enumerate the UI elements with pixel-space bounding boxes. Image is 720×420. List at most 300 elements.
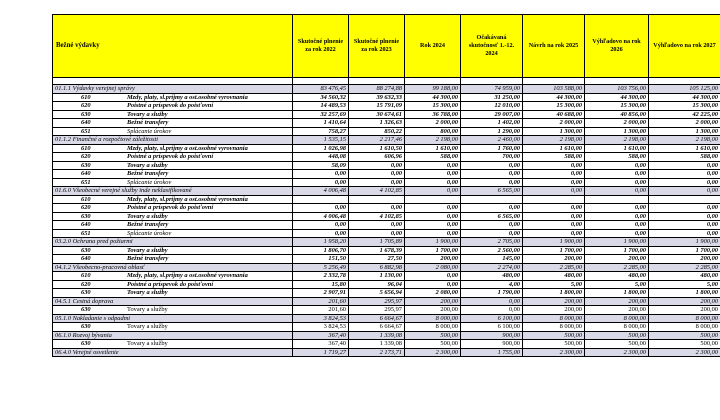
item-cell (53, 323, 293, 332)
item-code: 630 (81, 110, 91, 118)
item-value: 850,22 (349, 127, 405, 136)
item-code: 630 (81, 340, 91, 347)
section-value: 4 102,85 (349, 187, 405, 196)
item-name: Tovary a služby (127, 161, 168, 169)
table-row (53, 195, 720, 204)
item-cell (53, 195, 293, 204)
item-value: 201,60 (293, 306, 349, 315)
section-row (53, 263, 720, 272)
section-value: 8 000,00 (649, 314, 720, 323)
section-value: 0,00 (405, 187, 461, 196)
item-value: 0,00 (405, 229, 461, 238)
section-label: 04.1.2 Všeobecno-pracovná oblasť (53, 263, 293, 272)
item-value: 700,00 (461, 153, 523, 162)
section-value: 200,00 (523, 297, 585, 306)
table-row (53, 102, 720, 111)
item-value: 0,00 (461, 229, 523, 238)
table-row (53, 119, 720, 128)
item-code: 610 (81, 93, 91, 101)
item-code: 640 (81, 170, 91, 177)
section-value: 5 256,49 (293, 263, 349, 272)
item-cell (53, 102, 293, 111)
item-value: 14 489,53 (293, 102, 349, 111)
section-label: 06.1.0 Rozvoj bývania (53, 331, 293, 340)
item-code: 640 (81, 221, 91, 228)
item-value: 2 000,00 (649, 119, 720, 128)
item-value: 0,00 (461, 161, 523, 170)
item-value: 448,08 (293, 153, 349, 162)
section-value: 1 958,20 (293, 238, 349, 247)
item-value: 588,00 (649, 153, 720, 162)
item-name: Bežné transfery (127, 221, 169, 228)
item-value: 0,00 (349, 161, 405, 170)
section-value: 2 080,00 (405, 263, 461, 272)
item-value: 0,00 (649, 221, 720, 230)
item-code: 630 (81, 289, 91, 296)
item-value: 0,00 (585, 212, 649, 221)
item-value: 200,00 (649, 255, 720, 264)
section-value: 367,40 (293, 331, 349, 340)
section-row (53, 238, 720, 247)
item-value: 1 700,00 (523, 246, 585, 255)
item-value: 5,00 (649, 280, 720, 289)
item-value: 5 656,94 (349, 289, 405, 298)
item-code: 630 (81, 161, 91, 169)
section-row (53, 348, 720, 357)
item-value: 151,50 (293, 255, 349, 264)
item-value: 200,00 (585, 306, 649, 315)
section-value: 500,00 (405, 331, 461, 340)
section-value: 2 285,00 (523, 263, 585, 272)
section-row (53, 136, 720, 145)
item-value: 1 290,00 (461, 127, 523, 136)
section-value: 500,00 (649, 331, 720, 340)
item-value: 8 000,00 (585, 323, 649, 332)
item-value: 40 856,00 (585, 110, 649, 119)
item-value: 588,00 (585, 153, 649, 162)
table-row (53, 229, 720, 238)
item-value: 15 300,00 (405, 102, 461, 111)
section-value: 3 824,53 (293, 314, 349, 323)
section-value: 2 274,00 (461, 263, 523, 272)
table-row (53, 110, 720, 119)
item-value: 58,09 (293, 161, 349, 170)
section-label: 03.2.0 Ochrana pred požiarmi (53, 238, 293, 247)
table-row (53, 272, 720, 281)
table-row (53, 178, 720, 187)
item-cell (53, 289, 293, 298)
header-col: Výhľadovo na rok 2026 (585, 15, 649, 78)
section-value: 2 300,00 (405, 348, 461, 357)
item-value: 1 610,00 (585, 144, 649, 153)
item-value: 1 678,39 (349, 246, 405, 255)
item-code: 640 (81, 119, 91, 126)
item-code: 620 (81, 280, 91, 288)
item-code: 610 (81, 272, 91, 279)
item-code: 620 (81, 204, 91, 211)
item-value: 200,00 (585, 255, 649, 264)
item-name: Poistné a príspevok do poisťovní (127, 153, 214, 160)
section-label: 06.4.0 Verejné osvetlenie (53, 348, 293, 357)
section-value: 2 300,00 (585, 348, 649, 357)
item-value (293, 195, 349, 204)
item-value: 0,00 (649, 161, 720, 170)
item-code: 651 (81, 178, 91, 186)
item-code: 651 (81, 127, 91, 135)
item-value: 0,00 (349, 204, 405, 213)
section-value: 500,00 (523, 331, 585, 340)
section-row (53, 314, 720, 323)
item-value: 0,00 (585, 170, 649, 179)
section-row (53, 331, 720, 340)
section-value: 1 719,27 (293, 348, 349, 357)
item-value: 0,00 (405, 212, 461, 221)
item-value: 1 300,00 (523, 127, 585, 136)
total-row (53, 85, 720, 94)
item-value: 1 326,63 (349, 119, 405, 128)
item-value: 0,00 (523, 229, 585, 238)
budget-sheet (52, 14, 720, 357)
section-value: 201,60 (293, 297, 349, 306)
section-value: 2 285,00 (649, 263, 720, 272)
section-label: 05.1.0 Nakladanie s odpadmi (53, 314, 293, 323)
item-cell (53, 93, 293, 102)
item-name: Tovary a služby (127, 340, 168, 347)
item-code: 620 (81, 153, 91, 160)
item-value: 8 000,00 (405, 323, 461, 332)
item-value: 15 300,00 (523, 102, 585, 111)
item-value: 1 800,00 (585, 289, 649, 298)
item-name: Mzdy, platy, sl.príjmy a ost.osobné vyrovnania (127, 195, 248, 203)
table-row (53, 93, 720, 102)
item-value: 0,00 (405, 170, 461, 179)
item-value: 6 100,00 (461, 323, 523, 332)
section-value: 6 565,00 (461, 187, 523, 196)
item-value: 0,00 (523, 221, 585, 230)
item-value: 200,00 (405, 306, 461, 315)
item-value: 1 700,00 (585, 246, 649, 255)
item-value: 0,00 (649, 229, 720, 238)
item-value: 480,00 (523, 272, 585, 281)
item-cell (53, 178, 293, 187)
item-cell (53, 204, 293, 213)
item-value: 0,00 (349, 221, 405, 230)
section-value: 1 705,89 (349, 238, 405, 247)
item-cell (53, 306, 293, 315)
item-value: 40 688,00 (523, 110, 585, 119)
item-code: 630 (81, 212, 91, 220)
section-value: 1 900,00 (585, 238, 649, 247)
table-row (53, 161, 720, 170)
item-value: 0,00 (649, 170, 720, 179)
item-value (405, 195, 461, 204)
item-value (461, 195, 523, 204)
total-label: 01.1.1 Výdavky verejnej správy (53, 85, 293, 94)
item-value: 1 402,00 (461, 119, 523, 128)
item-value: 800,00 (405, 127, 461, 136)
section-label: 01.1.2 Finančné a rozpočtové záležitosti (53, 136, 293, 145)
header-label: Bežné výdavky (53, 15, 293, 78)
item-name: Splácanie úrokov (127, 178, 172, 186)
section-row (53, 187, 720, 196)
item-value (523, 195, 585, 204)
table-row (53, 289, 720, 298)
item-code: 610 (81, 195, 91, 203)
item-value: 1 130,00 (349, 272, 405, 281)
item-value: 15 300,00 (585, 102, 649, 111)
item-value: 1 790,00 (461, 289, 523, 298)
item-value: 1 610,00 (523, 144, 585, 153)
item-value: 500,00 (585, 340, 649, 349)
item-name: Tovary a služby (127, 306, 168, 313)
item-value: 0,00 (461, 221, 523, 230)
item-name: Tovary a služby (127, 289, 168, 296)
section-value: 200,00 (405, 297, 461, 306)
item-value: 8 000,00 (523, 323, 585, 332)
item-value: 31 250,00 (461, 93, 523, 102)
item-value: 200,00 (523, 306, 585, 315)
item-value: 0,00 (405, 280, 461, 289)
item-code: 620 (81, 102, 91, 109)
item-name: Bežné transfery (127, 119, 169, 126)
header-col: Očakávaná skutočnosť 1.-12. 2024 (461, 15, 523, 78)
item-value: 0,00 (293, 204, 349, 213)
item-value: 200,00 (523, 255, 585, 264)
item-value: 27,50 (349, 255, 405, 264)
section-value: 2 460,00 (461, 136, 523, 145)
item-value: 0,00 (461, 204, 523, 213)
item-cell (53, 280, 293, 289)
item-value: 588,00 (405, 153, 461, 162)
item-name: Mzdy, platy, sl.príjmy a ost.osobné vyrovnania (127, 144, 248, 152)
section-value: 500,00 (585, 331, 649, 340)
item-value: 36 788,00 (405, 110, 461, 119)
section-value: 6 664,67 (349, 314, 405, 323)
item-value: 0,00 (649, 212, 720, 221)
item-value: 1 610,00 (405, 144, 461, 153)
item-value: 0,00 (293, 178, 349, 187)
item-cell (53, 144, 293, 153)
item-value: 0,00 (461, 170, 523, 179)
table-row (53, 306, 720, 315)
total-value: 74 959,00 (461, 85, 523, 94)
total-value: 83 476,45 (293, 85, 349, 94)
item-value: 30 674,61 (349, 110, 405, 119)
item-value: 900,00 (461, 340, 523, 349)
item-value: 0,00 (649, 178, 720, 187)
item-name: Poistné a príspevok do poisťovní (127, 102, 214, 109)
item-value: 1 300,00 (649, 127, 720, 136)
table-row (53, 280, 720, 289)
section-value: 1 900,00 (405, 238, 461, 247)
item-cell (53, 110, 293, 119)
section-value: 8 000,00 (585, 314, 649, 323)
total-value: 103 756,00 (585, 85, 649, 94)
item-value: 44 300,00 (585, 93, 649, 102)
item-value: 200,00 (649, 306, 720, 315)
item-code: 630 (81, 306, 91, 313)
item-value: 295,97 (349, 306, 405, 315)
table-row (53, 221, 720, 230)
item-code: 640 (81, 255, 91, 262)
item-value: 4 006,48 (293, 212, 349, 221)
item-value: 0,00 (349, 170, 405, 179)
item-cell (53, 272, 293, 281)
item-value (349, 195, 405, 204)
total-value: 88 274,88 (349, 85, 405, 94)
section-value: 1 755,00 (461, 348, 523, 357)
item-value: 2 000,00 (585, 119, 649, 128)
item-value: 367,40 (293, 340, 349, 349)
header-row (53, 15, 720, 78)
section-value: 2 285,00 (585, 263, 649, 272)
item-value: 500,00 (405, 340, 461, 349)
item-value: 1 700,00 (649, 246, 720, 255)
item-value: 39 632,33 (349, 93, 405, 102)
item-value: 2 907,91 (293, 289, 349, 298)
item-name: Bežné transfery (127, 170, 169, 177)
section-value: 2 705,00 (461, 238, 523, 247)
item-name: Poistné a príspevok do poisťovní (127, 280, 214, 288)
item-name: Mzdy, platy, sl.príjmy a ost.osobné vyrovnania (127, 272, 248, 279)
item-code: 610 (81, 144, 91, 152)
section-value: 0,00 (523, 187, 585, 196)
item-name: Splácanie úrokov (127, 229, 172, 237)
item-value: 200,00 (405, 255, 461, 264)
item-value: 0,00 (349, 178, 405, 187)
item-value: 12 010,00 (461, 102, 523, 111)
section-value: 2 198,00 (649, 136, 720, 145)
section-value: 0,00 (585, 187, 649, 196)
section-value: 2 198,00 (585, 136, 649, 145)
item-value: 0,00 (461, 178, 523, 187)
item-code: 630 (81, 323, 91, 330)
section-value: 900,00 (461, 331, 523, 340)
total-value: 103 588,00 (523, 85, 585, 94)
table-row (53, 170, 720, 179)
section-value: 8 000,00 (523, 314, 585, 323)
item-value: 0,00 (405, 221, 461, 230)
section-value: 2 300,00 (523, 348, 585, 357)
item-cell (53, 161, 293, 170)
section-value: 2 300,00 (649, 348, 720, 357)
section-value: 0,00 (461, 297, 523, 306)
item-code: 630 (81, 246, 91, 254)
item-value: 0,00 (405, 161, 461, 170)
section-row (53, 297, 720, 306)
item-value: 758,27 (293, 127, 349, 136)
item-value: 6 565,00 (461, 212, 523, 221)
item-cell (53, 221, 293, 230)
item-value: 1 610,00 (649, 144, 720, 153)
item-value: 1 339,08 (349, 340, 405, 349)
item-name: Splácanie úrokov (127, 127, 172, 135)
item-value: 0,00 (405, 272, 461, 281)
item-value: 6 664,67 (349, 323, 405, 332)
item-value: 44 300,00 (405, 93, 461, 102)
item-value: 2 332,78 (293, 272, 349, 281)
item-value: 1 026,98 (293, 144, 349, 153)
item-value: 588,00 (523, 153, 585, 162)
item-value: 0,00 (523, 170, 585, 179)
budget-table (52, 14, 720, 357)
header-col: Výhľadovo na rok 2027 (649, 15, 720, 78)
item-value: 15,80 (293, 280, 349, 289)
item-value: 2 000,00 (523, 119, 585, 128)
section-value: 200,00 (585, 297, 649, 306)
item-value: 1 700,00 (405, 246, 461, 255)
header-col: Rok 2024 (405, 15, 461, 78)
item-value: 0,00 (585, 178, 649, 187)
item-value: 1 300,00 (585, 127, 649, 136)
item-value: 4,00 (461, 280, 523, 289)
item-value: 0,00 (585, 204, 649, 213)
item-value: 2 560,00 (461, 246, 523, 255)
section-value: 295,97 (349, 297, 405, 306)
item-cell (53, 340, 293, 349)
item-value: 0,00 (585, 221, 649, 230)
section-value: 2 198,00 (405, 136, 461, 145)
item-cell (53, 246, 293, 255)
section-value: 1 900,00 (649, 238, 720, 247)
item-value: 15 791,09 (349, 102, 405, 111)
item-value: 0,00 (585, 161, 649, 170)
item-value: 44 300,00 (523, 93, 585, 102)
section-value: 8 000,00 (405, 314, 461, 323)
item-cell (53, 212, 293, 221)
table-row (53, 204, 720, 213)
item-name: Tovary a služby (127, 110, 168, 118)
item-cell (53, 170, 293, 179)
item-value: 480,00 (585, 272, 649, 281)
item-value: 5,00 (523, 280, 585, 289)
section-value: 4 006,48 (293, 187, 349, 196)
item-value: 3 824,53 (293, 323, 349, 332)
item-value: 500,00 (523, 340, 585, 349)
item-value: 500,00 (649, 340, 720, 349)
item-value: 15 300,00 (649, 102, 720, 111)
item-value: 42 225,00 (649, 110, 720, 119)
section-value: 1 535,15 (293, 136, 349, 145)
table-row (53, 246, 720, 255)
header-col: Skutočné plnenie za rok 2023 (349, 15, 405, 78)
item-value: 32 257,69 (293, 110, 349, 119)
item-cell (53, 255, 293, 264)
item-value: 1 610,50 (349, 144, 405, 153)
item-value: 0,00 (293, 221, 349, 230)
item-value: 5,00 (585, 280, 649, 289)
item-value: 96,04 (349, 280, 405, 289)
item-value (649, 195, 720, 204)
section-value: 2 173,71 (349, 348, 405, 357)
item-name: Bežné transfery (127, 255, 169, 262)
item-cell (53, 153, 293, 162)
item-value: 0,00 (293, 229, 349, 238)
section-value: 1 339,08 (349, 331, 405, 340)
item-value: 1 800,00 (649, 289, 720, 298)
item-value: 8 000,00 (649, 323, 720, 332)
item-cell (53, 229, 293, 238)
item-value: 0,00 (405, 204, 461, 213)
total-value: 105 125,00 (649, 85, 720, 94)
section-value: 0,00 (649, 187, 720, 196)
table-row (53, 153, 720, 162)
item-name: Poistné a príspevok do poisťovní (127, 204, 214, 211)
item-value: 606,96 (349, 153, 405, 162)
item-value: 2 000,00 (405, 119, 461, 128)
total-value: 99 188,00 (405, 85, 461, 94)
item-value: 4 102,85 (349, 212, 405, 221)
